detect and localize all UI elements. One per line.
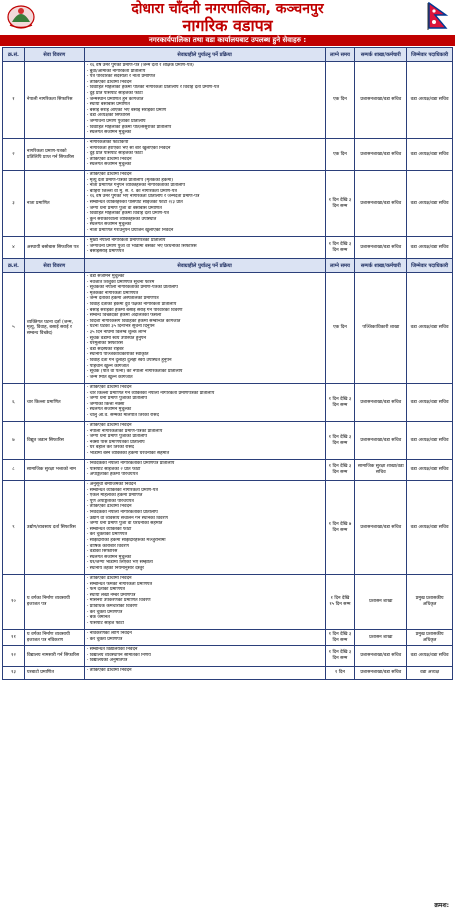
service-name: घ वर्गका निर्माण व्यवसायी इजाजत पत्र <box>25 575 85 629</box>
column-header-sn: क्र.सं. <box>3 48 25 61</box>
document-item: - प्राविधिक कर्मचारीको विवरण <box>86 603 138 609</box>
column-header-documents: सेवाग्राहीले पुर्याउनु पर्ने प्रक्रिया <box>85 48 326 61</box>
document-item: - तोकिएको ढाँचामा निवेदन <box>86 668 132 673</box>
continued-note: क्रमश: <box>434 902 449 909</box>
required-documents <box>85 646 326 666</box>
required-documents <box>85 237 326 258</box>
document-item: - बुवा/आमाको नागरिकता प्रतिलिपि <box>86 68 146 74</box>
document-item: - साझेदारीको हकमा साझेदारहरुको मञ्जुरीनामा <box>86 537 166 543</box>
table-row <box>3 171 452 237</box>
document-item: - घर बहाल कर तिरेको रसिद <box>86 445 135 451</box>
document-item: - तोकिएको ढाँचामा निवेदन <box>86 156 132 162</box>
services-table <box>2 47 453 680</box>
document-item: - भाडामा बस्ने व्यक्तिको हकमा घरधनीको सहमति <box>86 450 170 456</box>
contact-branch: प्रशासनशाखा/वडा सचिव <box>355 667 407 679</box>
contact-branch: प्रशासनशाखा/वडा सचिव <box>355 481 407 574</box>
responsible-officer: वडा अध्यक्ष/वडा सचिव <box>410 437 449 443</box>
document-item: - तोकिएको ढाँचामा निवेदन <box>86 423 132 428</box>
responsible-officer: वडा अध्यक्ष <box>420 670 440 676</box>
column-header-time: लाग्ने समय <box>326 48 356 61</box>
column-header-service: सेवा विवरण <box>25 48 85 61</box>
service-name: घरबाटो प्रमाणित <box>25 667 85 679</box>
document-item: - जग्गा धनी प्रमाण पुर्जाको प्रतिलिपि <box>86 396 147 402</box>
document-item: - विद्यालयको अनुमतिपत्र <box>86 658 128 664</box>
document-item: - विवाहित महिलाको हकमा पति/ससुराको प्रतिलिपि <box>86 124 172 130</box>
document-item: - स्थलगत सर्जमिन मुचुल्का <box>86 130 132 136</box>
document-item: - जग्गा धनी प्रमाण पुर्जा वा घरधनीको सहमति <box>86 521 163 527</box>
document-item: - वडा अध्यक्षको सिफारिस <box>86 113 131 119</box>
table-row <box>3 460 452 481</box>
document-item: - कर चुक्ताको प्रमाणपत्र <box>86 532 128 538</box>
document-item: - नाता प्रमाणित गर्नुपर्ने व्यक्तिहरुको नागरिकताको प्रतिलिपि <box>86 183 185 189</box>
serial-number: ४ <box>3 237 25 258</box>
document-item: - सम्बन्ध विच्छेदको हकमा अदालतको फैसला <box>86 313 162 319</box>
document-item: - सम्बन्धित विद्यालयको निवेदन <box>86 647 138 652</box>
responsible-officer: वडा अध्यक्ष/वडा सचिव <box>410 325 449 331</box>
document-item: - बैंक जमानत <box>86 615 110 621</box>
document-item: - वडा सदस्यको रोहबर <box>86 346 124 352</box>
table-row <box>3 646 452 667</box>
table-row <box>3 575 452 630</box>
document-item: - स्थानीय तहको नियमानुसार दस्तुर <box>86 565 144 571</box>
document-item: - विवाह दर्ताको हकमा दुवै पक्षको नागरिकता प्रतिलिपि <box>86 301 177 307</box>
document-item: - स्थायी बसोबास प्रमाणित <box>86 102 130 108</box>
service-name: व्यक्तिगत घटना दर्ता (जन्म, मृत्यु, विवाह, बसाई सराई र सम्बन्ध विच्छेद) <box>25 273 85 383</box>
document-item: - विद्यालय व्यवस्थापन समितिको निर्णय <box>86 652 151 658</box>
table-header-row <box>3 259 452 273</box>
document-item: - जग्गाधनी प्रमाण पुर्जाको प्रतिलिपि <box>86 118 146 124</box>
charter-title: नागरिक वडापत्र <box>182 16 273 35</box>
document-item: - घटना घटेको ३५ दिनभित्र सूचना दिनुपर्ने <box>86 324 155 330</box>
serial-number: ८ <box>3 460 25 480</box>
service-name: नाता प्रमाणित <box>25 171 85 236</box>
serial-number: १३ <box>3 667 25 679</box>
document-item: - स्थायी लेखा नम्बर प्रमाणपत्र <box>86 592 136 598</box>
document-item: - तोकिएको ढाँचामा निवेदन <box>86 504 132 510</box>
document-item: - तोकिएको ढाँचामा निवेदन <box>86 385 132 390</box>
service-time: १ दिन देखि १५ दिन सम्म <box>326 575 356 629</box>
responsible-officer: वडा अध्यक्ष/वडा सचिव <box>410 244 449 250</box>
document-item: - स्थलगत सर्जमिन मुचुल्का <box>86 554 132 560</box>
serial-number: ११ <box>3 630 25 645</box>
document-item: - जन्म दर्ताको हकमा अस्पतालको प्रमाणपत्र <box>86 296 159 302</box>
contact-branch: प्रशासनशाखा/वडा सचिव <box>355 646 407 666</box>
document-item: - कर चुक्ता प्रमाणपत्र <box>86 636 123 642</box>
document-item: - कर चुक्ता प्रमाणपत्र <box>86 609 123 615</box>
service-time: १ दिन देखि ७ दिन सम्म <box>326 481 356 574</box>
document-item: - जग्गाधनी प्रमाण पुर्जा वा भाडामा बसेको भए घरधनीको सिफारिस <box>86 243 197 249</box>
document-item: - पूर्ण अपाङ्गताको परिचयपत्र <box>86 498 134 504</box>
document-item: - बसाई सराई आएको भए बसाई सराईको प्रमाण <box>86 107 167 113</box>
table-row <box>3 139 452 171</box>
document-item: - पासपोर्ट साइजको २ प्रति फोटो <box>86 466 141 472</box>
required-documents <box>85 481 326 574</box>
document-item: - विदेशी नागरिकसँग विवाहको हकमा सम्बन्धित कागजात <box>86 318 181 324</box>
column-header-service: सेवा विवरण <box>25 259 85 272</box>
contact-branch: प्रशासन शाखा <box>355 575 407 629</box>
service-name: अस्थायी बसोबास सिफारिस पत्र <box>25 237 85 258</box>
document-item: - नागरिकताको फोटोकपी <box>86 140 129 145</box>
table-row <box>3 237 452 259</box>
serial-number: १ <box>3 62 25 138</box>
document-item: - कुनै सरोकारवाला व्यक्तिहरुको उपस्थिति <box>86 216 157 222</box>
service-name: नागरिकता प्रमाण-पत्रको प्रतिलिपि प्राप्त गर्न सिफारिस <box>25 139 85 170</box>
required-documents <box>85 139 326 170</box>
contact-branch: प्रशासनशाखा/वडा सचिव <box>355 171 407 236</box>
document-item: - तोकिएको ढाँचामा निवेदन <box>86 79 132 85</box>
document-item: - नक्सा पास प्रमाणपत्रको प्रतिलिपि <box>86 439 145 445</box>
nepal-flag-icon <box>427 2 449 30</box>
column-header-officer: जिम्मेवार पदाधिकारी <box>411 262 449 269</box>
document-item: - उद्योग वा व्यवसाय संचालन गर्ने स्थानको विवरण <box>86 515 168 521</box>
responsible-officer: वडा अध्यक्ष/वडा सचिव <box>410 151 449 157</box>
serial-number: ७ <box>3 422 25 459</box>
document-item: - अनुसूची बमोजिमको निवेदन <box>86 482 136 487</box>
required-documents <box>85 273 326 383</box>
serial-number: ५ <box>3 273 25 383</box>
document-item: - निवेदकको नेपाली नागरिकताको प्रतिलिपि <box>86 509 158 515</box>
service-time: १ दिन देखि ३ दिन सम्म <box>326 646 356 666</box>
document-item: - वार्षिक कारोबार विवरण <box>86 543 129 549</box>
column-header-time: लाग्ने समय <box>326 259 356 272</box>
responsible-officer: वडा अध्यक्ष/वडा सचिव <box>410 524 449 530</box>
responsible-officer: वडा अध्यक्ष/वडा सचिव <box>410 399 449 405</box>
service-name: विद्यालय नामसारी गर्न सिफारिस <box>25 646 85 666</box>
document-item: - जन्मस्थान प्रमाणित हुने कागजात <box>86 96 144 102</box>
document-item: - तोकिएको ढाँचामा निवेदन <box>86 172 132 177</box>
document-item: - जन्म मिति खुल्ने कागजात <box>86 374 133 380</box>
document-item: - विवाह दर्ता गर्न दुलाहा दुलही स्वयं उपस्थित हुनुपर्ने <box>86 357 172 363</box>
document-item: - सूचक (पति वा पत्नी) को नेपाली नागरिकताको प्रतिलिपि <box>86 369 183 375</box>
service-time: एक दिन <box>326 273 356 383</box>
required-documents <box>85 667 326 679</box>
service-time: १ दिन देखि ३ दिन सम्म <box>326 630 356 645</box>
required-documents <box>85 171 326 236</box>
document-item: - मुख्य नेपाली नागरिकता प्रमाणपत्रको प्रतिलिपि <box>86 238 166 243</box>
document-item: - मेसिनरी उपकरणको प्रमाणित विवरण <box>86 598 151 604</box>
service-time: १ दिन देखि ३ दिन सम्म <box>326 460 356 480</box>
service-name: चार किल्ला प्रमाणित <box>25 384 85 421</box>
column-header-sn: क्र.सं. <box>3 259 25 272</box>
document-item: - बसाइसराइ प्रमाणपत्र <box>86 249 124 255</box>
column-header-officer: जिम्मेवार पदाधिकारी <box>411 51 449 58</box>
document-item: - नवजात शिशुको प्रमाणपत्र सूचना फारम <box>86 279 155 285</box>
contact-branch: पञ्जिकाधिकारी शाखा <box>355 273 407 383</box>
column-header-branch: सम्पर्क शाखा/कर्मचारी <box>355 259 407 272</box>
document-item: - ३५ दिन नाघेमा विलम्ब शुल्क लाग्ने <box>86 329 147 335</box>
responsible-officer: वडा अध्यक्ष/वडा सचिव <box>410 467 449 473</box>
municipality-title: दोधारा चाँदनी नगरपालिका, कञ्चनपुर <box>131 1 324 17</box>
document-item: - विवाहित महिलाको हकमा विवाह दर्ता प्रमाण-पत्र <box>86 211 169 217</box>
required-documents <box>85 575 326 629</box>
document-item: - सम्बन्धित व्यक्तिको फोटो <box>86 526 132 532</box>
document-item: - निवेदकको नेपाली नागरिकताको प्रमाणपत्र प्रतिलिपि <box>86 461 175 466</box>
subtitle-bar: नगरकार्यपालिका तथा वडा कार्यालयबाट उपलब्ध हुने सेवाहरु : <box>0 35 455 46</box>
document-item: - जग्गाको कित्ता नक्सा <box>86 401 125 407</box>
document-item: - अपाङ्गताको हकमा परिचयपत्र <box>86 472 138 478</box>
document-item: - तोकिएको ढाँचामा निवेदन <box>86 576 132 581</box>
document-item: - नागरिकता हराएको भए सो बारे खुलाएको निवेदन <box>86 145 171 151</box>
required-documents <box>85 630 326 645</box>
responsible-officer: वडा अध्यक्ष/वडा सचिव <box>410 200 449 206</box>
document-item: - विवाहित महिलाको हकमा पतिको नागरिकता प्रतिलिपि र विवाह दर्ता प्रमाण-पत्र <box>86 85 220 91</box>
contact-branch: प्रशासनशाखा/वडा सचिव <box>355 62 407 138</box>
service-name: सामाजिक सुरक्षा भत्ताको नाम <box>25 460 85 480</box>
service-name: उद्योग/व्यवसाय दर्ता सिफारिस <box>25 481 85 574</box>
document-item: - पासपोर्ट साइज फोटो <box>86 620 124 626</box>
table-row <box>3 384 452 422</box>
document-item: - स्थलगत सर्जमिन मुचुल्का <box>86 222 132 228</box>
service-time: एक दिन <box>326 139 356 170</box>
document-item: - बाहिरी जिल्ला वा मु. स. र. का नागरिकता प्रमाण-पत्र <box>86 188 177 194</box>
document-item: - वडाको सिफारिस <box>86 549 118 555</box>
responsible-officer: वडा अध्यक्ष/वडा सचिव <box>410 97 449 103</box>
document-item: - सूचक वडामा स्वयं उपस्थित हुनुपर्ने <box>86 335 147 341</box>
document-item: - फर्म दर्ताको प्रमाणपत्र <box>86 587 125 593</box>
service-time: एक दिन <box>326 62 356 138</box>
required-documents <box>85 460 326 480</box>
nepal-emblem-icon <box>6 2 36 30</box>
document-item: - सम्बन्धित व्यक्तिहरुको पासपोर्ट साइजको फोटो २/३ प्रति <box>86 199 183 205</box>
document-item: - जग्गा धनी प्रमाण पुर्जाको प्रतिलिपि <box>86 434 147 440</box>
document-item: - पहिचान खुल्ने कागजात <box>86 363 129 369</box>
service-name: घ वर्गका निर्माण व्यवसायी इजाजत पत्र नविकरण <box>25 630 85 645</box>
document-item: - बसाइ सराइको हकमा बसाइ सराइ गर्ने परिवारको विवरण <box>86 307 183 313</box>
document-item: - नेपाली नागरिकताको प्रमाण-पत्रको प्रतिलिपि <box>86 428 163 434</box>
service-time: १ दिन देखि ३ दिन सम्म <box>326 171 356 236</box>
document-item: - सम्बन्धित व्यक्तिको नागरिकता प्रमाण-पत्र <box>86 487 158 493</box>
document-item: - १६ वर्ष उमेर पुगेको प्रमाण-पत्र (जन्म दर्ता र शैक्षिक प्रमाण-पत्र) <box>86 63 194 68</box>
service-time: १ दिन देखि ३ दिन सम्म <box>326 422 356 459</box>
document-item: - मृत्यु दर्ता प्रमाण-पत्रको प्रतिलिपि (मृतकको हकमा) <box>86 177 174 183</box>
contact-branch: प्रशासनशाखा/वडा सचिव <box>355 384 407 421</box>
table-row <box>3 667 452 679</box>
table-row <box>3 422 452 460</box>
document-item: - सूचकको नेपाली नागरिकताको प्रमाण-पत्रको प्रतिलिपि <box>86 285 178 291</box>
responsible-officer: वडा अध्यक्ष/वडा सचिव <box>410 653 449 659</box>
document-item: - स्थलगत सर्जमिन मुचुल्का <box>86 407 132 413</box>
document-item: - स्थलगत सर्जमिन मुचुल्का <box>86 162 132 168</box>
serial-number: १० <box>3 575 25 629</box>
document-item: - नाता प्रमाणित गराउनुपर्ने प्रयोजन खुलाएको निवेदन <box>86 227 174 233</box>
table-row <box>3 273 452 384</box>
header <box>0 0 455 46</box>
table-header-row <box>3 48 452 62</box>
contact-branch: प्रशासनशाखा/वडा सचिव <box>355 422 407 459</box>
document-item: - जग्गा धनी प्रमाण पुर्जा वा बसोबास प्रमाणित <box>86 205 162 211</box>
contact-branch: प्रशासन शाखा <box>355 630 407 645</box>
column-header-branch: सम्पर्क शाखा/कर्मचारी <box>355 48 407 61</box>
document-item: - स्थानीय पञ्जिकाधिकारीको स्वीकृति <box>86 352 149 358</box>
service-time: १ दिन देखि ३ दिन सम्म <box>326 237 356 258</box>
serial-number: ३ <box>3 171 25 236</box>
document-item: - पत्र परिवारको सदस्यता र नाता प्रमाणित <box>86 74 156 80</box>
contact-branch: प्रशासनशाखा/वडा सचिव <box>355 237 407 258</box>
service-time: १ दिन <box>326 667 356 679</box>
table-row <box>3 630 452 646</box>
required-documents <box>85 62 326 138</box>
document-item: - १६ वर्ष उमेर पुगेको भए नागरिकता प्रतिलिपि र जन्मदर्ता प्रमाण-पत्र <box>86 194 200 200</box>
contact-branch: सामाजिक सुरक्षा शाखा/वडा सचिव <box>355 460 407 480</box>
service-time: १ दिन देखि ३ दिन सम्म <box>326 384 356 421</box>
contact-branch: प्रशासनशाखा/वडा सचिव <box>355 139 407 170</box>
service-name: नेपाली नागरिकता सिफारिस <box>25 62 85 138</box>
responsible-officer: प्रमुख प्रशासकीय अधिकृत <box>415 631 444 643</box>
document-item: - एकल महिलाको हकमा प्रमाणित <box>86 493 143 499</box>
serial-number: २ <box>3 139 25 170</box>
responsible-officer: प्रमुख प्रशासकीय अधिकृत <box>415 596 444 607</box>
document-item: - वडा सर्जमिन मुचुल्का <box>86 274 125 279</box>
document-item: - घर/जग्गा भाडामा लिएको भए सम्झौता <box>86 560 153 566</box>
serial-number: ६ <box>3 384 25 421</box>
serial-number: ९ <box>3 481 25 574</box>
document-item: - दुई प्रति पासपोर्ट साइजको फोटो <box>86 151 143 157</box>
table-row <box>3 62 452 139</box>
serial-number: १२ <box>3 646 25 666</box>
required-documents <box>85 384 326 421</box>
document-item: - सम्बन्धित फर्मको नागरिकता प्रमाणपत्र <box>86 581 153 587</box>
required-documents <box>85 422 326 459</box>
column-header-documents: सेवाग्राहीले पुर्याउनु पर्ने प्रक्रिया <box>85 259 326 272</box>
document-item: - मृतकको नागरिकता प्रमाणपत्र <box>86 290 139 296</box>
document-item: - नविकरणको लागि निवेदन <box>86 631 132 636</box>
table-row <box>3 481 452 575</box>
service-name: विद्युत जडान सिफारिस <box>25 422 85 459</box>
document-item: - दुई प्रति पासपोर्ट साइजको फोटो <box>86 90 143 96</box>
document-item: - चार किल्ला प्रमाणित गर्ने व्यक्तिको नेपाली नागरिकता प्रमाणपत्रको प्रतिलिपि <box>86 390 215 396</box>
document-item: - घरमूलीको सिफारिस <box>86 341 123 347</box>
document-item: - चालु आ.व. सम्मको मालपोत तिरेको रसिद <box>86 412 159 418</box>
